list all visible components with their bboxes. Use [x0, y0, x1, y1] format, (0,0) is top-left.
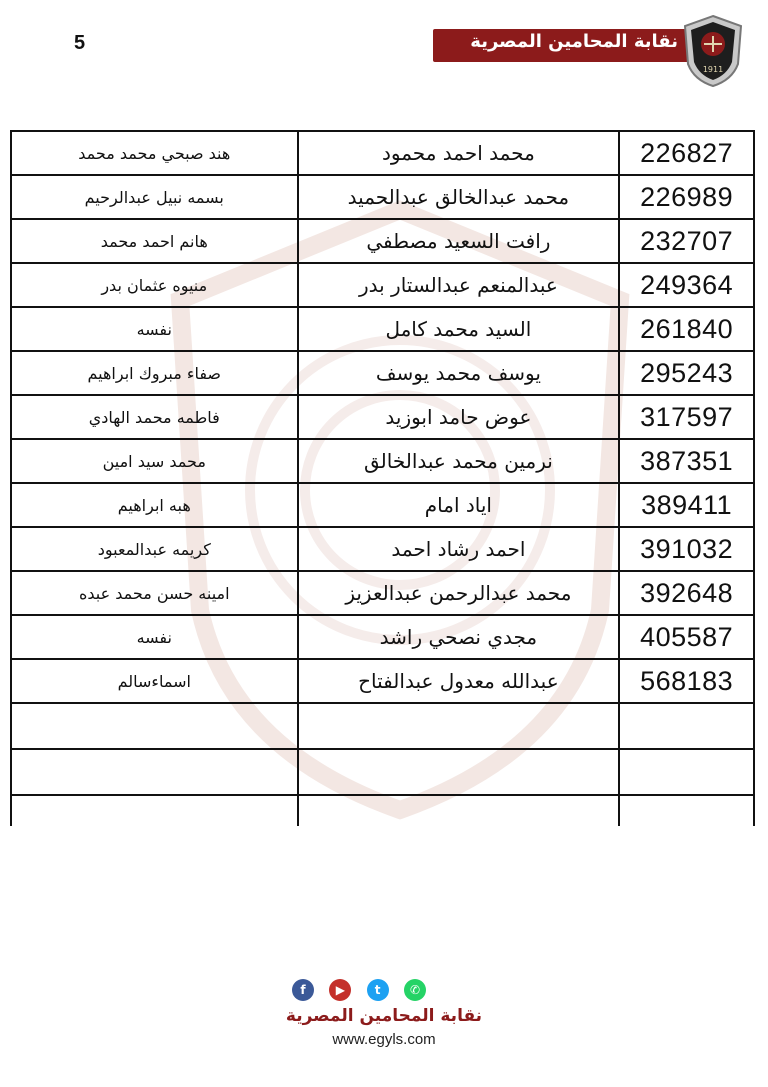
- member-number-cell: 317597: [619, 395, 754, 439]
- member-number-cell: 392648: [619, 571, 754, 615]
- empty-cell: [619, 795, 754, 826]
- related-person-cell: نفسه: [11, 307, 298, 351]
- whatsapp-icon[interactable]: ✆: [404, 979, 426, 1001]
- member-number-cell: 405587: [619, 615, 754, 659]
- table-row: [11, 175, 754, 219]
- related-person-cell: اسماءسالم: [11, 659, 298, 703]
- member-name-cell: رافت السعيد مصطفي: [298, 219, 620, 263]
- member-number-cell: 387351: [619, 439, 754, 483]
- table-row: [11, 219, 754, 263]
- youtube-icon[interactable]: ▶: [329, 979, 351, 1001]
- table-row: [11, 395, 754, 439]
- member-number-cell: 568183: [619, 659, 754, 703]
- member-number-cell: 249364: [619, 263, 754, 307]
- table-row: [11, 527, 754, 571]
- related-person-cell: محمد سيد امين: [11, 439, 298, 483]
- member-name-cell: محمد عبدالرحمن عبدالعزيز: [298, 571, 620, 615]
- table-row: [11, 615, 754, 659]
- empty-cell: [298, 749, 620, 795]
- empty-cell: [11, 703, 298, 749]
- related-person-cell: منيوه عثمان بدر: [11, 263, 298, 307]
- empty-table-row: [11, 749, 754, 795]
- twitter-icon[interactable]: t: [367, 979, 389, 1001]
- facebook-icon[interactable]: f: [292, 979, 314, 1001]
- member-name-cell: احمد رشاد احمد: [298, 527, 620, 571]
- member-name-cell: محمد عبدالخالق عبدالحميد: [298, 175, 620, 219]
- table-row: [11, 351, 754, 395]
- table-row: [11, 571, 754, 615]
- syndicate-logo: [682, 14, 744, 88]
- member-name-cell: يوسف محمد يوسف: [298, 351, 620, 395]
- member-name-cell: عبدالله معدول عبدالفتاح: [298, 659, 620, 703]
- table-row: [11, 131, 754, 175]
- table-row: [11, 659, 754, 703]
- empty-cell: [298, 795, 620, 826]
- member-number-cell: 389411: [619, 483, 754, 527]
- member-number-cell: 261840: [619, 307, 754, 351]
- logo-year: 1911: [702, 65, 724, 74]
- members-table: [10, 130, 755, 826]
- empty-cell: [619, 703, 754, 749]
- member-name-cell: مجدي نصحي راشد: [298, 615, 620, 659]
- related-person-cell: نفسه: [11, 615, 298, 659]
- related-person-cell: كريمه عبدالمعبود: [11, 527, 298, 571]
- social-icons: [292, 979, 426, 1003]
- member-name-cell: نرمين محمد عبدالخالق: [298, 439, 620, 483]
- member-name-cell: عوض حامد ابوزيد: [298, 395, 620, 439]
- footer-url[interactable]: www.egyls.com: [332, 1031, 436, 1048]
- table-row: [11, 307, 754, 351]
- member-number-cell: 295243: [619, 351, 754, 395]
- empty-cell: [298, 703, 620, 749]
- member-name-cell: السيد محمد كامل: [298, 307, 620, 351]
- table-row: [11, 263, 754, 307]
- related-person-cell: هند صبحي محمد محمد: [11, 131, 298, 175]
- related-person-cell: صفاء مبروك ابراهيم: [11, 351, 298, 395]
- header-org-name: نقابة المحامين المصرية: [470, 31, 678, 52]
- table-row: [11, 483, 754, 527]
- member-number-cell: 232707: [619, 219, 754, 263]
- page-number: 5: [74, 32, 86, 54]
- member-name-cell: عبدالمنعم عبدالستار بدر: [298, 263, 620, 307]
- footer-org-name: نقابة المحامين المصرية: [285, 1006, 483, 1026]
- related-person-cell: بسمه نبيل عبدالرحيم: [11, 175, 298, 219]
- related-person-cell: هانم احمد محمد: [11, 219, 298, 263]
- empty-cell: [619, 749, 754, 795]
- related-person-cell: فاطمه محمد الهادي: [11, 395, 298, 439]
- member-number-cell: 226827: [619, 131, 754, 175]
- empty-table-row: [11, 703, 754, 749]
- member-name-cell: محمد احمد محمود: [298, 131, 620, 175]
- member-number-cell: 391032: [619, 527, 754, 571]
- related-person-cell: هبه ابراهيم: [11, 483, 298, 527]
- empty-table-row: [11, 795, 754, 826]
- table-row: [11, 439, 754, 483]
- member-number-cell: 226989: [619, 175, 754, 219]
- empty-cell: [11, 749, 298, 795]
- member-name-cell: اياد امام: [298, 483, 620, 527]
- related-person-cell: امينه حسن محمد عبده: [11, 571, 298, 615]
- empty-cell: [11, 795, 298, 826]
